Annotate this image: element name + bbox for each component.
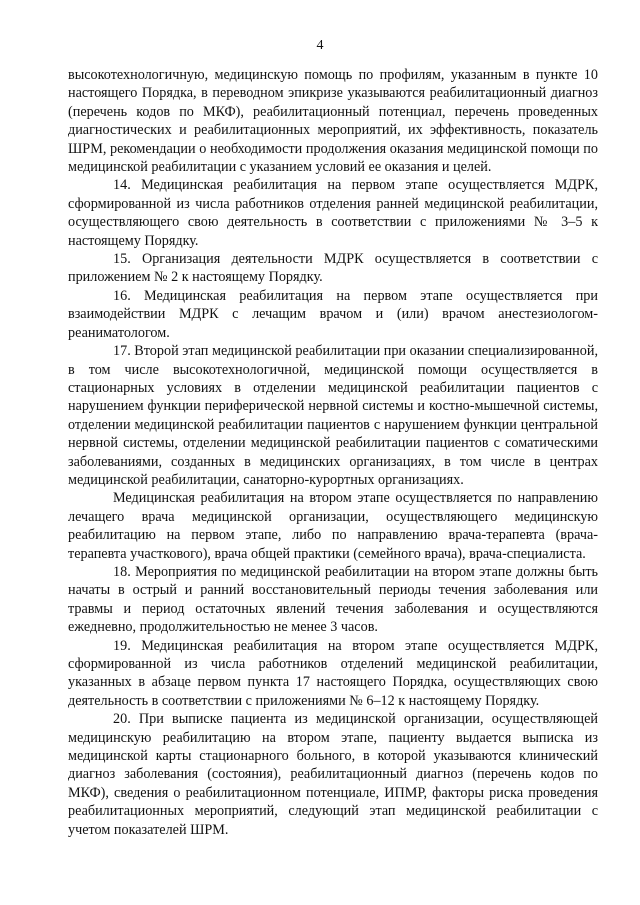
paragraph-item-17: 17. Второй этап медицинской реабилитации при оказании специализированной, в том числе высокотехнологичной, медицинской помощи осуществляется в стационарных условиях в отделении медицинской реабилитации пациентов с нарушением функции периферической нервной системы и костно-мышечной системы, отделении медицинской реабилитации пациентов с нарушением функции центральной нервной системы, отделении медицинской реабилитации пациентов с соматическими заболеваниями, созданных в медицинских организациях, в том числе в центрах медицинской реабилитации, санаторно-курортных организациях. <box>68 343 598 488</box>
paragraph-continuation: высокотехнологичную, медицинскую помощь по профилям, указанным в пункте 10 настоящего Порядка, в переводном эпикризе указываются реабилитационный диагноз (перечень кодов по МКФ), реабилитационный потенциал, перечень проведенных диагностических и реабилитационных мероприятий, их эффективность, показатель ШРМ, рекомендации о необходимости продолжения оказания медицинской помощи по медицинской реабилитации с указанием условий ее оказания и целей. <box>68 67 598 176</box>
paragraph-item-20: 20. При выписке пациента из медицинской организации, осуществляющей медицинскую реабилитацию на втором этапе, пациенту выдается выписка из медицинской карты стационарного больного, в которой указываются клинический диагноз заболевания (состояния), реабилитационный диагноз (перечень кодов по МКФ), сведения о реабилитационном потенциале, ИПМР, факторы риска проведения реабилитационных мероприятий, следующий этап медицинской реабилитации с учетом показателей ШРМ. <box>68 711 598 838</box>
paragraph-item-18: 18. Мероприятия по медицинской реабилитации на втором этапе должны быть начаты в острый и ранний восстановительный периоды течения заболевания или травмы и период остаточных явлений течения заболевания и осуществляются ежедневно, продолжительностью не менее 3 часов. <box>68 563 598 636</box>
paragraph-item-19: 19. Медицинская реабилитация на втором этапе осуществляется МДРК, сформированной из числа работников отделений медицинской реабилитации, указанных в абзаце первом пункта 17 настоящего Порядка, осуществляющих свою деятельность в соответствии с приложениями № 6–12 к настоящему Порядку. <box>68 637 598 709</box>
paragraph-item-15: 15. Организация деятельности МДРК осуществляется в соответствии с приложением № 2 к настоящему Порядку. <box>68 251 598 286</box>
document-body <box>68 66 598 839</box>
paragraph-item-16: 16. Медицинская реабилитация на первом этапе осуществляется при взаимодействии МДРК с лечащим врачом и (или) врачом анестезиологом-реаниматологом. <box>68 287 598 341</box>
page-number: 4 <box>316 38 324 53</box>
paragraph-item-14: 14. Медицинская реабилитация на первом этапе осуществляется МДРК, сформированной из числа работников отделения ранней медицинской реабилитации, осуществляющего свою деятельность в соответствии с приложениями № 3–5 к настоящему Порядку. <box>68 177 598 249</box>
paragraph-item-17-second-paragraph: Медицинская реабилитация на втором этапе осуществляется по направлению лечащего врача медицинской организации, осуществляющего медицинскую реабилитацию на первом этапе, либо по направлению врача-терапевта (врача-терапевта участкового), врача общей практики (семейного врача), врача-специалиста. <box>68 490 598 562</box>
